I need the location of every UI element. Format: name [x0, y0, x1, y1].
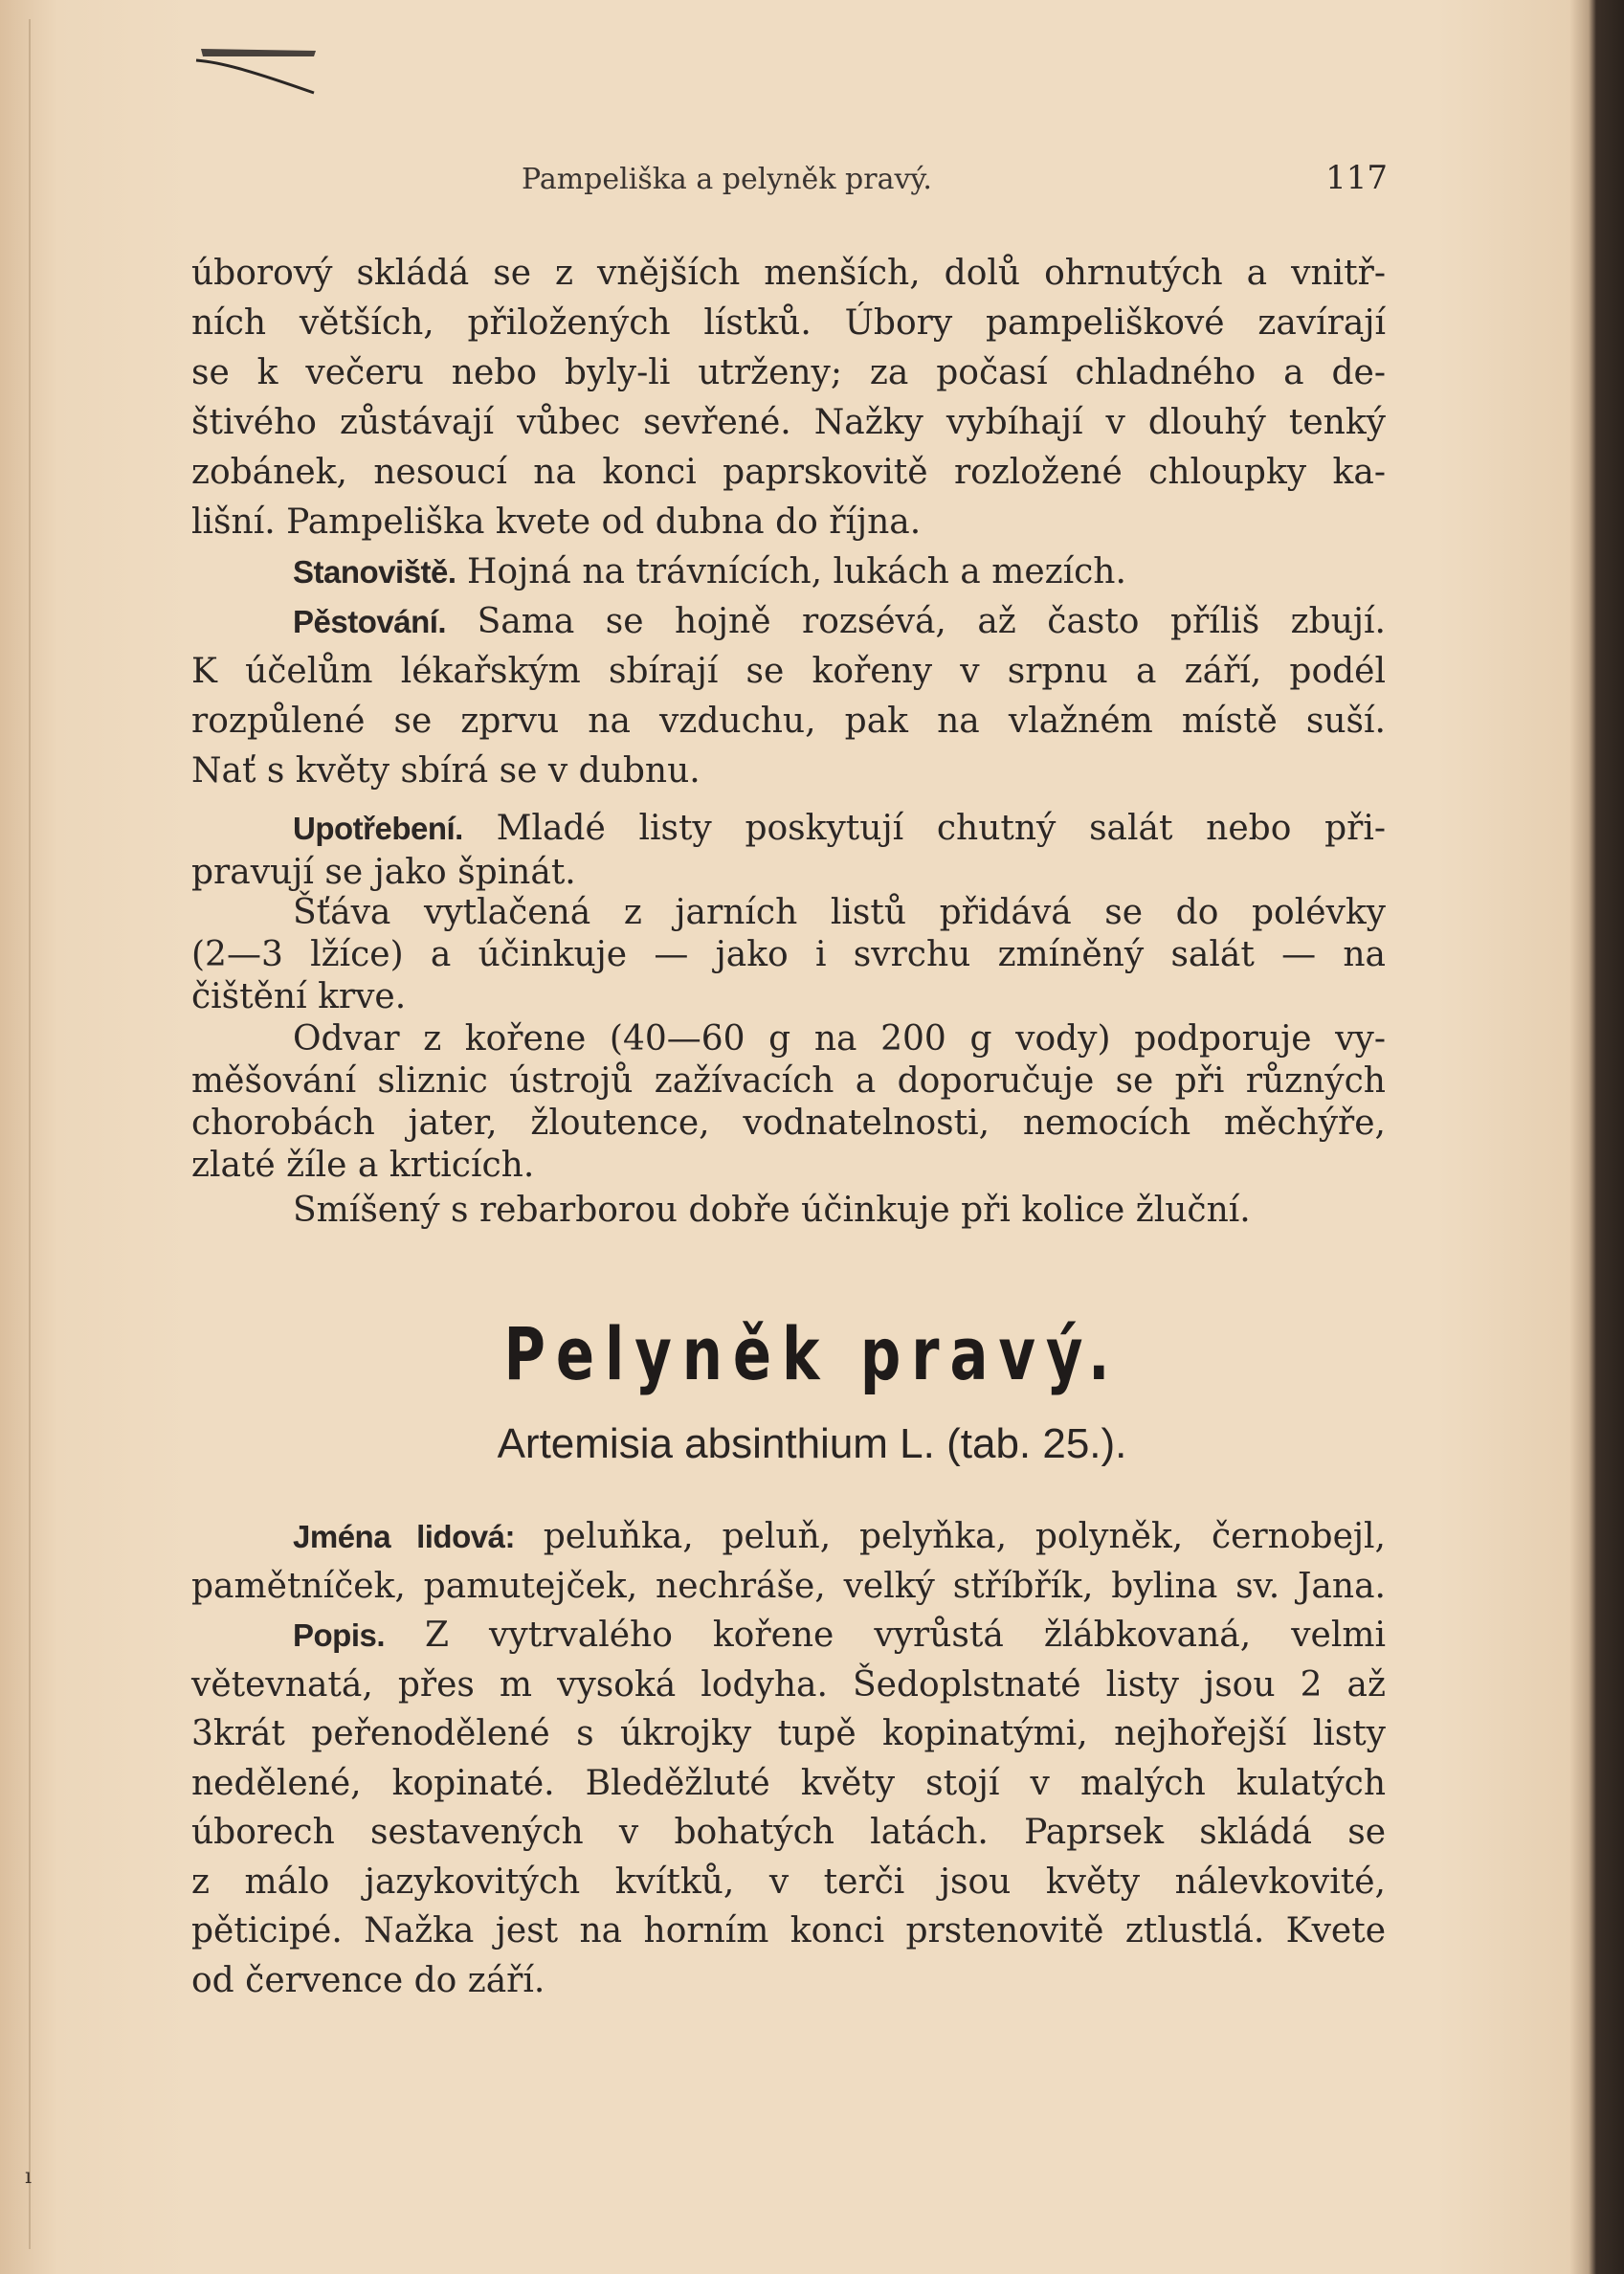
section-title: Pelyněk pravý.	[503, 1311, 1121, 1396]
text-line: ních větších, přiložených lístků. Úbory pampeliškové zavírají	[191, 303, 1386, 343]
heading-stanoviste: Stanoviště.	[293, 554, 456, 590]
text-line: zlaté žíle a krticích.	[191, 1146, 535, 1185]
heading-upotrebeni: Upotřebení.	[293, 811, 463, 846]
text-line: z málo jazykovitých kvítků, v terči jsou květy nálevkovité,	[191, 1862, 1386, 1902]
text-line: 3krát peřenodělené s úkrojky tupě kopinatými, nejhořejší listy	[191, 1714, 1386, 1753]
text-line: úborový skládá se z vnějších menších, dolů ohrnutých a vnitř-	[191, 254, 1386, 293]
upotrebeni-text: Mladé listy poskytují chutný salát nebo při-	[496, 809, 1387, 848]
text-line: pěticipé. Nažka jest na horním konci prstenovitě ztlustlá. Kvete	[191, 1911, 1386, 1951]
text-line: chorobách jater, žloutence, vodnatelnosti, nemocích měchýře,	[191, 1104, 1386, 1143]
text-line: Odvar z kořene (40—60 g na 200 g vody) podporuje vy-	[293, 1019, 1386, 1059]
page-gutter-shadow	[29, 19, 31, 2249]
margin-tick-mark: ı	[25, 2165, 33, 2189]
pestovani-text: Sama se hojně rozsévá, až často příliš zbují.	[477, 602, 1387, 641]
text-line: lišní. Pampeliška kvete od dubna do října.	[191, 502, 922, 542]
stanoviste-text: Hojná na trávnících, lukách a mezích.	[467, 552, 1126, 591]
paragraph-upotrebeni	[191, 804, 1386, 854]
text-line: rozpůlené se zprvu na vzduchu, pak na vlažném místě suší.	[191, 702, 1386, 741]
paragraph-popis	[191, 1611, 1386, 1661]
text-line: (2—3 lžíce) a účinkuje — jako i svrchu zmíněný salát — na	[191, 935, 1386, 974]
paragraph-stanoviste	[191, 547, 1386, 597]
running-title: Pampeliška a pelyněk pravý.	[522, 163, 932, 196]
paragraph-jmena	[191, 1512, 1386, 1562]
page-number: 117	[1325, 159, 1388, 197]
running-head	[191, 159, 1388, 211]
text-line: štivého zůstávají vůbec sevřené. Nažky vybíhají v dlouhý tenký	[191, 403, 1386, 442]
section-pelynek	[191, 1512, 1386, 2005]
text-line: pamětníček, pamutejček, nechráše, velký stříbřík, bylina sv. Jana.	[191, 1566, 1386, 1606]
text-line: nedělené, kopinaté. Bleděžluté květy stojí v malých kulatých	[191, 1763, 1386, 1803]
text-line: zobánek, nesoucí na konci paprskovitě rozložené chloupky ka-	[191, 453, 1386, 492]
text-line: pravují se jako špinát.	[191, 853, 576, 892]
heading-pestovani: Pěstování.	[293, 604, 447, 639]
text-line: se k večeru nebo byly-li utrženy; za počasí chladného a de-	[191, 353, 1386, 392]
paragraph-pestovani	[191, 597, 1386, 647]
heading-popis: Popis.	[293, 1617, 386, 1653]
text-line: měšování sliznic ústrojů zažívacích a doporučuje se při různých	[191, 1061, 1386, 1101]
text-line: čištění krve.	[191, 977, 407, 1016]
jmena-text: peluňka, peluň, pelyňka, polyněk, černobejl,	[543, 1517, 1387, 1556]
text-line: K účelům lékařským sbírají se kořeny v srpnu a září, podél	[191, 652, 1386, 691]
text-line: úborech sestavených v bohatých latách. Paprsek skládá se	[191, 1813, 1386, 1852]
text-line: Šťáva vytlačená z jarních listů přidává se do polévky	[293, 893, 1386, 932]
section-subtitle: Artemisia absinthium L. (tab. 25.).	[497, 1420, 1127, 1467]
heading-jmena-lidova: Jména lidová:	[293, 1519, 515, 1554]
text-line: Nať s květy sbírá se v dubnu.	[191, 751, 701, 791]
popis-text: Z vytrvalého kořene vyrůstá žlábkovaná, velmi	[425, 1616, 1386, 1655]
section-pampeliska-continued	[191, 249, 1386, 1235]
text-line: větevnatá, přes m vysoká lodyha. Šedoplstnaté listy jsou 2 až	[191, 1664, 1386, 1705]
text-line: Smíšený s rebarborou dobře účinkuje při kolice žluční.	[293, 1191, 1251, 1230]
text-line: od července do září.	[191, 1960, 545, 2000]
ink-stroke-mark	[191, 43, 316, 100]
